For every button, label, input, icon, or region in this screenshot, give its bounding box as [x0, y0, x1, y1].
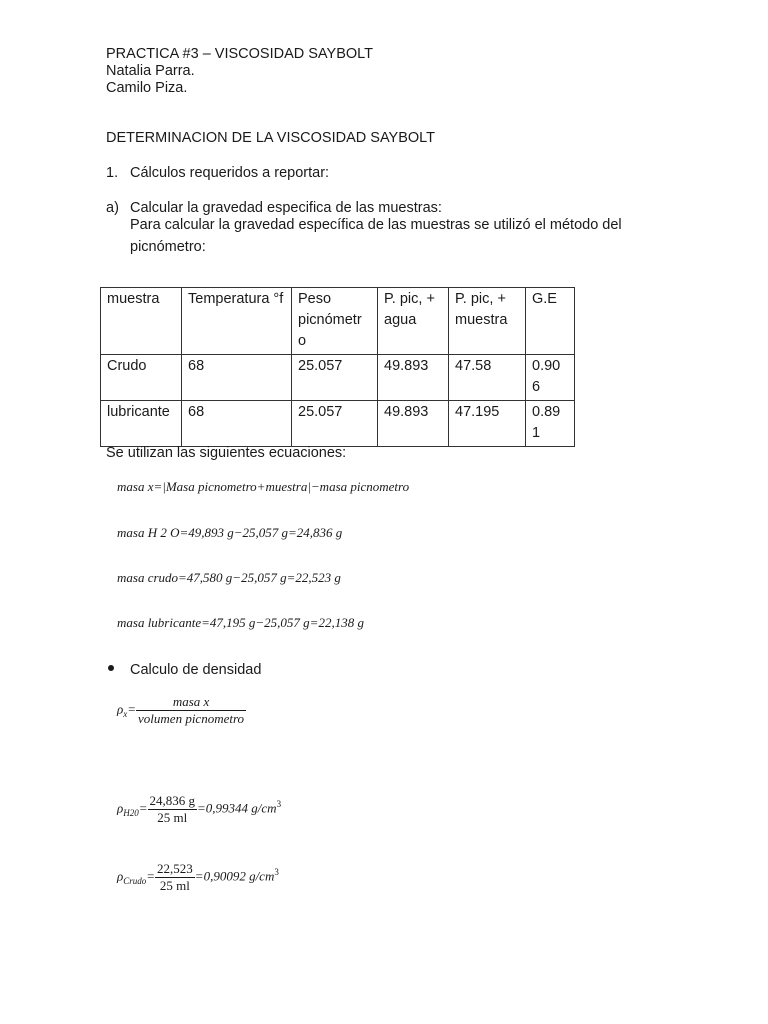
rho-symbol: ρ [117, 800, 124, 816]
table-row [101, 355, 575, 401]
equals-sign: = [138, 800, 148, 816]
table-row [101, 401, 575, 447]
table-cell: 68 [182, 401, 292, 447]
specific-gravity-table [100, 287, 575, 447]
fraction-denominator: 25 ml [159, 878, 190, 893]
density-formula-general [117, 694, 246, 727]
equation-masa-crudo: masa crudo=47,580 g−25,057 g=22,523 g [117, 570, 341, 585]
table-header-cell: P. pic, + agua [378, 288, 449, 355]
fraction-numerator: 24,836 g [149, 793, 196, 808]
density-result: =0,90092 g/cm [194, 868, 275, 884]
fraction-denominator: volumen picnometro [138, 711, 245, 726]
table-header-cell: P. pic, + muestra [449, 288, 526, 355]
table-cell: 25.057 [292, 401, 378, 447]
table-cell: 49.893 [378, 355, 449, 401]
rho-symbol: ρ [117, 701, 124, 717]
fraction-numerator: masa x [136, 694, 246, 711]
equation-masa-h2o: masa H 2 O=49,893 g−25,057 g=24,836 g [117, 525, 343, 540]
cube-exponent: 3 [274, 867, 279, 878]
item-1-number: 1. [106, 165, 119, 181]
header-line-author-2: Camilo Piza. [106, 80, 188, 96]
fraction [155, 861, 195, 894]
table-cell: 25.057 [292, 355, 378, 401]
table-cell: 49.893 [378, 401, 449, 447]
table-header-cell: Peso picnómetr o [292, 288, 378, 355]
table-header-cell: Temperatura °f [182, 288, 292, 355]
table-header-cell: muestra [101, 288, 182, 355]
item-a-text: Calcular la gravedad especifica de las muestras: [130, 200, 442, 216]
equation-masa-x: masa x=|Masa picnometro+muestra|−masa picnometro [117, 479, 410, 494]
table-cell: 0.90 6 [526, 355, 575, 401]
fraction [148, 793, 198, 826]
table-cell: 47.195 [449, 401, 526, 447]
cube-exponent: 3 [276, 799, 282, 810]
table-cell: lubricante [101, 401, 182, 447]
table-header-cell: G.E [526, 288, 575, 355]
equals-sign: = [127, 701, 137, 717]
equation-masa-lubricante: masa lubricante=47,195 g−25,057 g=22,138 g [117, 615, 364, 630]
table-cell: 0.89 1 [526, 401, 575, 447]
fraction-numerator: 22,523 [157, 861, 193, 876]
item-a-description-line-1: Para calcular la gravedad específica de las muestras se utilizó el método del [130, 217, 622, 233]
fraction-denominator: 25 ml [157, 810, 188, 825]
density-formula-h2o [117, 793, 281, 826]
section-title: DETERMINACION DE LA VISCOSIDAD SAYBOLT [106, 130, 436, 146]
rho-subscript: x [123, 709, 128, 720]
density-result: =0,99344 g/cm [197, 800, 277, 816]
bullet-icon [108, 665, 114, 671]
rho-subscript: H20 [123, 808, 139, 819]
rho-subscript: Crudo [123, 876, 147, 887]
item-1-text: Cálculos requeridos a reportar: [130, 165, 330, 181]
table-cell: 47.58 [449, 355, 526, 401]
density-formula-crudo [117, 861, 279, 894]
rho-symbol: ρ [117, 868, 124, 884]
fraction [136, 694, 246, 727]
table-cell: Crudo [101, 355, 182, 401]
equals-sign: = [146, 868, 156, 884]
bullet-text-density: Calculo de densidad [130, 662, 262, 678]
header-line-author-1: Natalia Parra. [106, 63, 195, 79]
item-a-description-line-2: picnómetro: [130, 239, 206, 255]
table-cell: 68 [182, 355, 292, 401]
table-header-row [101, 288, 575, 355]
equations-intro: Se utilizan las siguientes ecuaciones: [106, 445, 347, 461]
header-line-practica: PRACTICA #3 – VISCOSIDAD SAYBOLT [106, 46, 373, 62]
item-a-label: a) [106, 200, 119, 216]
